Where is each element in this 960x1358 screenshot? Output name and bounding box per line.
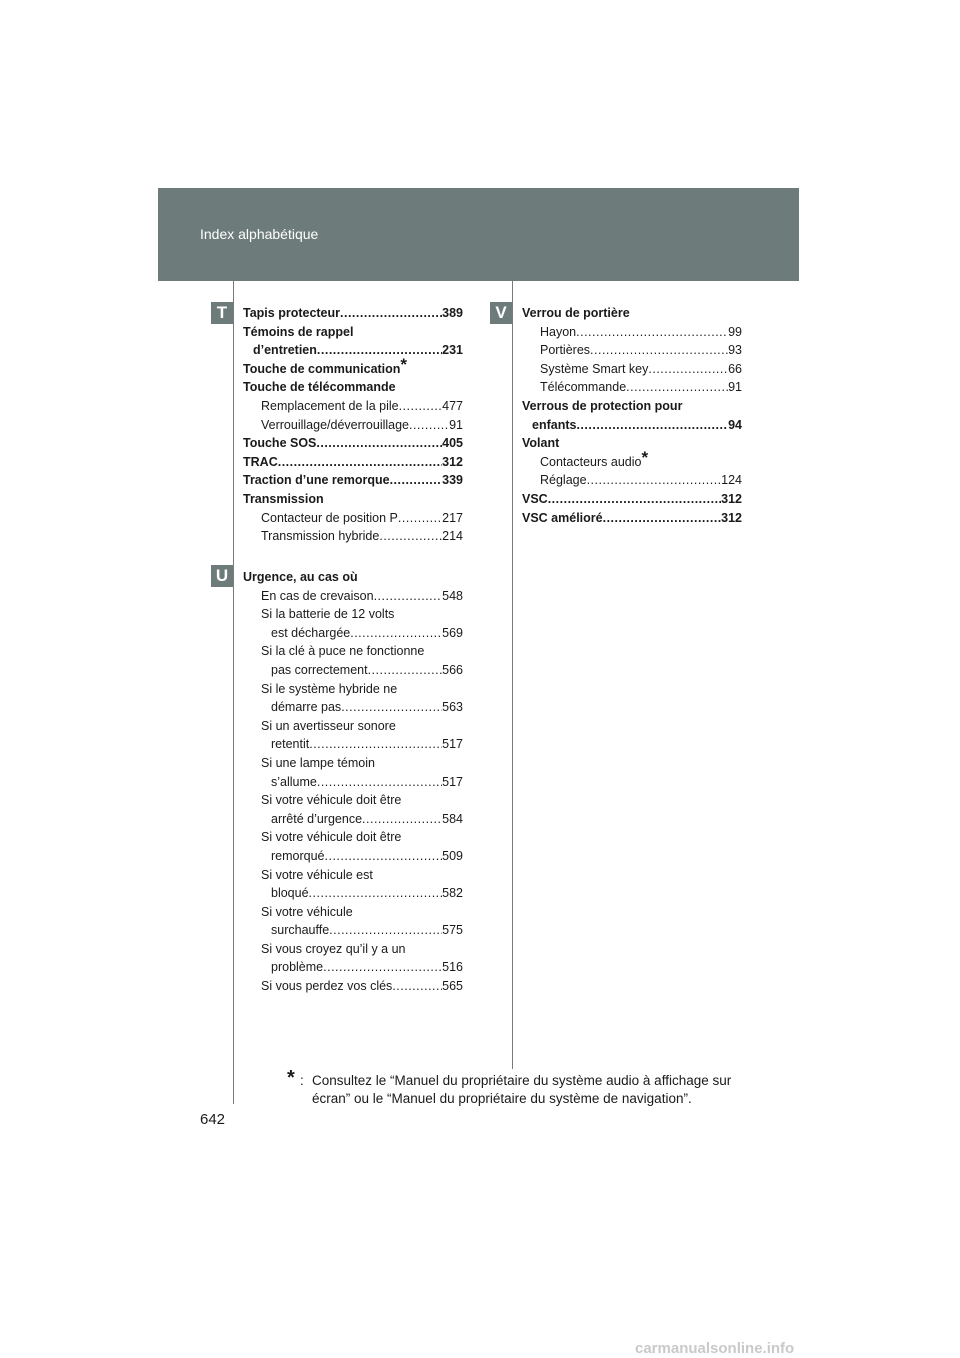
leader-dots: [409, 416, 449, 435]
leader-dots: [390, 471, 443, 490]
index-subentry: [243, 847, 463, 866]
leader-dots: [317, 341, 442, 360]
index-entry: [243, 453, 463, 472]
index-subentry: [243, 587, 463, 606]
leader-dots: [278, 453, 442, 472]
entry-page: 517: [442, 774, 463, 789]
index-subentry: [243, 527, 463, 546]
subentry-title: Contacteur de position P: [261, 510, 398, 525]
index-section-t: [243, 304, 463, 546]
entry-title: Verrou de portière: [522, 306, 630, 320]
leader-dots: [340, 304, 442, 323]
entry-title: VSC: [522, 491, 548, 506]
entry-page: 477: [442, 398, 463, 413]
subentry-title-continued: problème: [271, 960, 324, 975]
leader-dots: [325, 847, 443, 866]
footnote-text: Consultez le “Manuel du propriétaire du système audio à affichage sur écran” ou le “Manuel du propriétaire du système de navigation”.: [312, 1073, 732, 1106]
entry-page: 582: [442, 886, 463, 901]
entry-page: 575: [442, 923, 463, 938]
index-subentry: [522, 378, 742, 397]
column-divider-left: [233, 281, 234, 1104]
entry-page: 339: [442, 473, 463, 488]
subentry-title: En cas de crevaison: [261, 588, 374, 603]
subentry-title: Transmission hybride: [261, 529, 380, 544]
letter-badge-t: T: [211, 302, 233, 324]
index-entry: [243, 304, 463, 323]
index-subentry: [522, 447, 742, 472]
subentry-title: Si votre véhicule est: [261, 867, 373, 882]
entry-title: Verrous de protection pour: [522, 398, 683, 413]
entry-page: 517: [442, 737, 463, 752]
entry-page: 93: [728, 343, 742, 358]
index-subentry: [243, 397, 463, 416]
entry-page: 405: [442, 436, 463, 451]
entry-title: Touche de communication: [243, 361, 401, 376]
subentry-title-continued: bloqué: [271, 886, 309, 901]
entry-page: 563: [442, 700, 463, 715]
entry-title: Urgence, au cas où: [243, 570, 358, 584]
subentry-title: Si vous croyez qu’il y a un: [261, 941, 406, 956]
subentry-title: Si le système hybride ne: [261, 681, 398, 696]
subentry-title: Si la clé à puce ne fonctionne: [261, 644, 425, 659]
entry-title: Touche de télécommande: [243, 380, 396, 395]
index-entry: [522, 509, 742, 528]
subentry-title: Contacteurs audio: [540, 454, 642, 469]
leader-dots: [309, 735, 442, 754]
footnote-colon: :: [300, 1073, 304, 1088]
subentry-title: Si un avertisseur sonore: [261, 718, 396, 733]
entry-page: 389: [442, 306, 463, 320]
subentry-title: Si vous perdez vos clés: [261, 979, 393, 994]
index-entry: [522, 490, 742, 509]
entry-page: 99: [728, 324, 742, 339]
entry-page: 565: [442, 979, 463, 994]
index-subentry: [243, 977, 463, 996]
letter-badge-v: V: [490, 302, 512, 324]
leader-dots: [398, 509, 442, 528]
entry-page: 569: [442, 625, 463, 640]
asterisk-mark: *: [641, 447, 649, 467]
leader-dots: [316, 434, 442, 453]
subentry-title-continued: arrêté d’urgence: [271, 811, 363, 826]
subentry-title: Portières: [540, 343, 591, 358]
subentry-title-continued: surchauffe: [271, 923, 330, 938]
leader-dots: [587, 471, 722, 490]
header-band: [158, 188, 799, 281]
leader-dots: [392, 977, 442, 996]
leader-dots: [548, 490, 721, 509]
subentry-title: Si votre véhicule doit être: [261, 830, 402, 845]
asterisk-mark: *: [400, 354, 408, 374]
subentry-title: Hayon: [540, 324, 577, 339]
subentry-title: Si la batterie de 12 volts: [261, 607, 395, 622]
subentry-title: Système Smart key: [540, 361, 649, 376]
entry-title-continued: d’entretien: [253, 343, 317, 358]
leader-dots: [329, 921, 442, 940]
index-subentry: [243, 509, 463, 528]
entry-page: 91: [728, 380, 742, 395]
subentry-title-continued: s’allume: [271, 774, 317, 789]
entry-title: Tapis protecteur: [243, 306, 341, 320]
index-subentry: [243, 624, 463, 643]
index-subentry: [243, 958, 463, 977]
entry-page: 312: [442, 454, 463, 469]
index-section-v: [522, 304, 742, 527]
entry-page: 214: [442, 529, 463, 544]
index-subentry: [243, 884, 463, 903]
entry-title: Traction d’une remorque: [243, 473, 390, 488]
entry-page: 566: [442, 662, 463, 677]
subentry-title-continued: retentit: [271, 737, 310, 752]
entry-page: 584: [442, 811, 463, 826]
index-subentry: [522, 323, 742, 342]
leader-dots: [309, 884, 443, 903]
subentry-title: Remplacement de la pile: [261, 398, 399, 413]
index-subentry: [243, 773, 463, 792]
index-subentry: [243, 661, 463, 680]
index-subentry: [243, 416, 463, 435]
index-subentry: [243, 810, 463, 829]
index-entry: [522, 416, 742, 435]
index-subentry: [522, 341, 742, 360]
subentry-title-continued: est déchargée: [271, 625, 351, 640]
leader-dots: [576, 323, 728, 342]
footnote: [287, 1067, 757, 1107]
entry-page: 94: [728, 417, 742, 432]
entry-page: 312: [721, 510, 742, 525]
entry-page: 66: [728, 361, 742, 376]
entry-title: VSC amélioré: [522, 510, 603, 525]
entry-page: 516: [442, 960, 463, 975]
index-subentry: [243, 735, 463, 754]
entry-page: 548: [442, 588, 463, 603]
letter-badge-u: U: [211, 565, 233, 587]
index-entry: [243, 471, 463, 490]
entry-page: 509: [442, 848, 463, 863]
leader-dots: [374, 587, 443, 606]
subentry-title-continued: pas correctement: [271, 662, 368, 677]
subentry-title: Si une lampe témoin: [261, 755, 375, 770]
index-entry: [243, 354, 463, 379]
asterisk-mark: *: [287, 1067, 295, 1089]
entry-page: 91: [449, 417, 463, 432]
leader-dots: [317, 773, 442, 792]
entry-title: Témoins de rappel: [243, 324, 354, 339]
leader-dots: [603, 509, 722, 528]
entry-title: TRAC: [243, 454, 278, 469]
leader-dots: [626, 378, 728, 397]
index-subentry: [522, 471, 742, 490]
subentry-title-continued: remorqué: [271, 848, 325, 863]
leader-dots: [341, 698, 442, 717]
entry-page: 217: [442, 510, 463, 525]
leader-dots: [368, 661, 443, 680]
leader-dots: [576, 416, 728, 435]
section-title: Index alphabétique: [200, 226, 319, 242]
entry-page: 231: [442, 343, 463, 358]
subentry-title: Réglage: [540, 473, 587, 488]
subentry-title: Si votre véhicule doit être: [261, 793, 402, 808]
entry-page: 312: [721, 491, 742, 506]
entry-page: 124: [721, 473, 742, 488]
index-entry: [243, 434, 463, 453]
index-section-u: [243, 568, 463, 996]
index-entry: [243, 341, 463, 360]
leader-dots: [323, 958, 442, 977]
subentry-title-continued: démarre pas: [271, 700, 342, 715]
subentry-title: Télécommande: [540, 380, 627, 395]
index-subentry: [522, 360, 742, 379]
index-subentry: [243, 921, 463, 940]
leader-dots: [362, 810, 442, 829]
leader-dots: [590, 341, 728, 360]
entry-title: Touche SOS: [243, 436, 317, 451]
entry-title: Transmission: [243, 491, 324, 506]
leader-dots: [399, 397, 443, 416]
index-subentry: [243, 698, 463, 717]
leader-dots: [350, 624, 442, 643]
leader-dots: [648, 360, 728, 379]
subentry-title: Verrouillage/déverrouillage: [261, 417, 410, 432]
entry-title: Volant: [522, 436, 560, 451]
subentry-title: Si votre véhicule: [261, 904, 353, 919]
entry-title-continued: enfants: [532, 417, 577, 432]
column-divider-middle: [512, 281, 513, 1069]
page-number: 642: [200, 1111, 226, 1128]
watermark: carmanualsonline.info: [635, 1340, 795, 1357]
leader-dots: [379, 527, 442, 546]
